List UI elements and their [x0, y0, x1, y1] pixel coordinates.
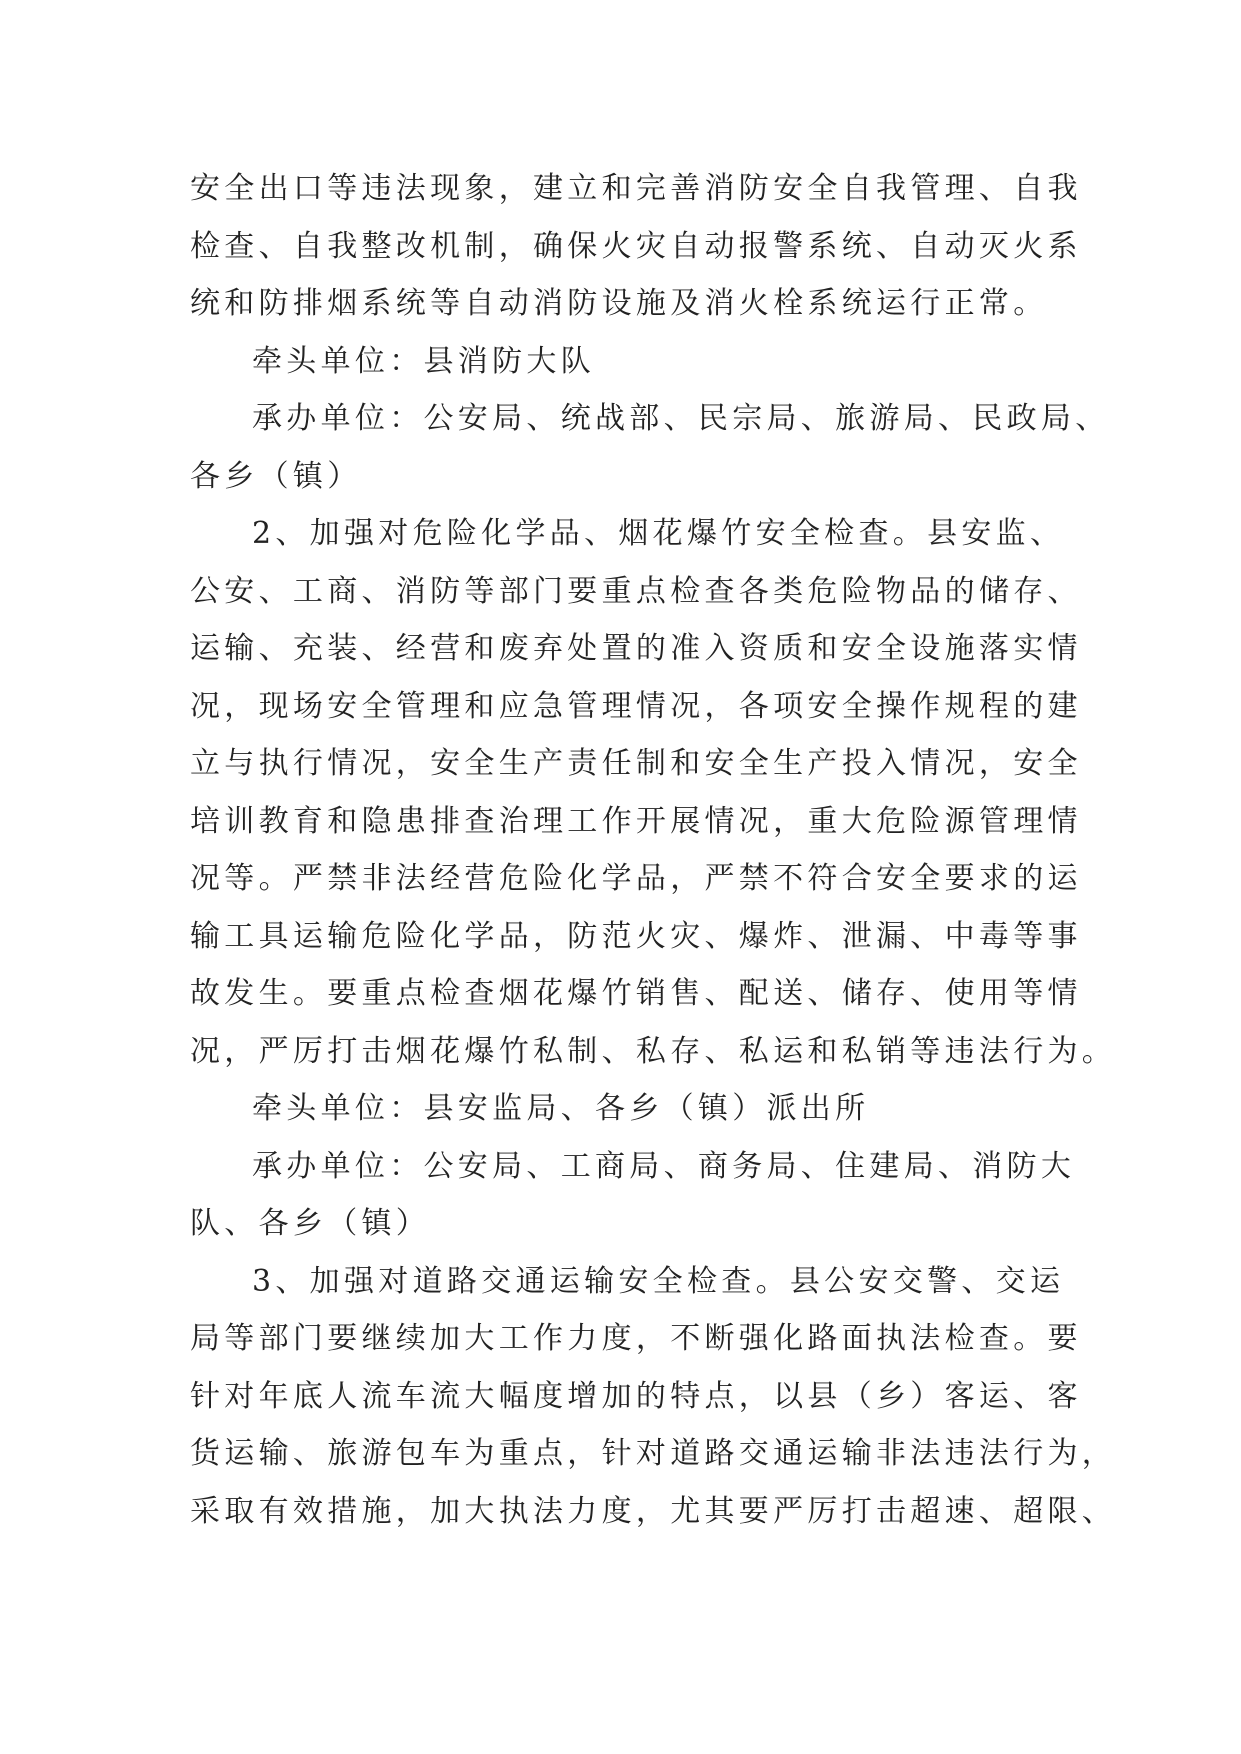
text-line: 安全出口等违法现象，建立和完善消防安全自我管理、自我: [190, 171, 1082, 206]
text-line: 队、各乡（镇）: [190, 1206, 431, 1241]
text-line: 局等部门要继续加大工作力度，不断强化路面执法检查。要: [190, 1321, 1082, 1356]
text-line: 采取有效措施，加大执法力度，尤其要严厉打击超速、超限、: [190, 1493, 1117, 1529]
text-line: 输工具运输危险化学品，防范火灾、爆炸、泄漏、中毒等事: [190, 918, 1082, 954]
text-line: 针对年底人流车流大幅度增加的特点，以县（乡）客运、客: [190, 1378, 1082, 1414]
section-heading-3: 3、加强对道路交通运输安全检查。县公安交警、交运: [252, 1263, 1065, 1299]
text-line: 培训教育和隐患排查治理工作开展情况，重大危险源管理情: [190, 803, 1082, 839]
text-line: 况，现场安全管理和应急管理情况，各项安全操作规程的建: [190, 688, 1082, 724]
text-line: 公安、工商、消防等部门要重点检查各类危险物品的储存、: [190, 573, 1082, 609]
document-body: [190, 160, 1117, 1540]
text-line: 统和防排烟系统等自动消防设施及消火栓系统运行正常。: [190, 286, 1048, 321]
lead-unit-line: 牵头单位：县消防大队: [252, 343, 595, 379]
text-line: 各乡（镇）: [190, 458, 362, 494]
lead-unit-line: 牵头单位：县安监局、各乡（镇）派出所: [252, 1091, 870, 1126]
text-line: 检查、自我整改机制，确保火灾自动报警系统、自动灭火系: [190, 228, 1082, 264]
undertaking-unit-line: 承办单位：公安局、统战部、民宗局、旅游局、民政局、: [252, 401, 1110, 436]
text-line: 货运输、旅游包车为重点，针对道路交通运输非法违法行为，: [190, 1436, 1117, 1471]
text-line: 运输、充装、经营和废弃处置的准入资质和安全设施落实情: [190, 631, 1082, 666]
text-line: 况，严厉打击烟花爆竹私制、私存、私运和私销等违法行为。: [190, 1033, 1117, 1069]
undertaking-unit-line: 承办单位：公安局、工商局、商务局、住建局、消防大: [252, 1148, 1076, 1184]
section-heading-2: 2、加强对危险化学品、烟花爆竹安全检查。县安监、: [252, 516, 1065, 551]
text-line: 况等。严禁非法经营危险化学品，严禁不符合安全要求的运: [190, 861, 1082, 896]
text-line: 立与执行情况，安全生产责任制和安全生产投入情况，安全: [190, 746, 1082, 781]
text-line: 故发生。要重点检查烟花爆竹销售、配送、储存、使用等情: [190, 976, 1082, 1011]
